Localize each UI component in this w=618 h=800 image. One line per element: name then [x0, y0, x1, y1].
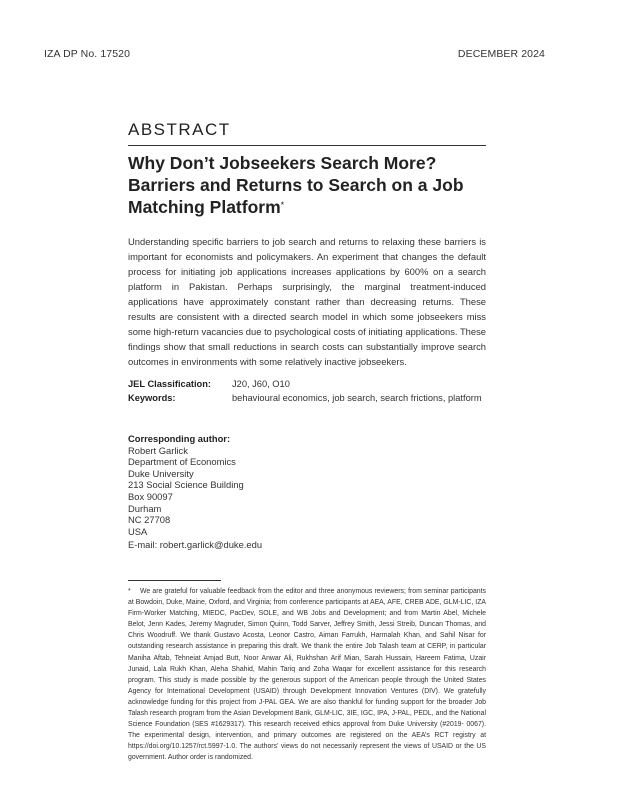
- title-footnote-marker: *: [280, 200, 285, 210]
- author-university: Duke University: [128, 467, 194, 479]
- abstract-text: Understanding specific barriers to job search and returns to relaxing these barriers is important for economists and policymakers. An experiment that changes the default process for initiating job applications increases applications by 600% on a search platform in Pakistan. Perhaps surprisingly, the marginal treatment-induced applications have approximately constant rather than decreasing returns. These results are consistent with a directed search model in which some jobseekers miss some high-return vacancies due to psychological costs of initiating applications. These findings show that small reductions in search costs can substantially improve search outcomes in environments with some relatively inactive jobseekers.: [128, 236, 486, 367]
- author-department: Department of Economics: [128, 456, 236, 468]
- jel-value: J20, J60, O10: [232, 379, 290, 389]
- jel-label: JEL Classification:: [128, 379, 212, 389]
- footnote-marker: *: [128, 588, 131, 595]
- author-email[interactable]: E-mail: robert.garlick@duke.edu: [128, 539, 263, 551]
- abstract-heading: ABSTRACT: [128, 120, 231, 139]
- acknowledgement-footnote: [128, 586, 486, 764]
- footnote-rule: [128, 580, 221, 581]
- paper-title-text: Why Don’t Jobseekers Search More? Barriers and Returns to Search on a Job Matching Platform: [128, 153, 464, 217]
- keywords-value: behavioural economics, job search, search frictions, platform: [232, 393, 482, 403]
- paper-title: [128, 152, 498, 218]
- keywords-label: Keywords:: [128, 393, 176, 403]
- author-box: Box 90097: [128, 490, 173, 502]
- corresponding-author: [128, 433, 262, 551]
- author-name: Robert Garlick: [128, 444, 188, 456]
- author-building: 213 Social Science Building: [128, 479, 244, 491]
- publication-date: DECEMBER 2024: [457, 48, 545, 60]
- author-postcode: NC 27708: [128, 514, 171, 526]
- author-country: USA: [128, 525, 148, 537]
- heading-rule: [128, 145, 486, 146]
- series-number: IZA DP No. 17520: [44, 48, 131, 60]
- footnote-text: We are grateful for valuable feedback from the editor and three anonymous reviewers; from seminar participants at Bowdoin, Duke, Maine, Oxford, and Virginia; from conference participants at AEA, AFE, CREB ADE, GLM-LIC, IZA Firm-Worker Matching, MIEDC, PacDev, SOLE, and WB Jobs and Development; and from Martin Abel, Michele Belot, Jenn Kades, Jeremy Magruder, Simon Quinn, Todd Sarver, Jeffrey Smith, Jessi Streib, Duncan Thomas, and Chris Woodruff. We thank Gustavo Acosta, Leonor Castro, Aiman Farrukh, Harmalah Khan, and Sahil Nisar for outstanding research assistance in preparing this draft. We thank the entire Job Talash team at CERP, in particular Maniha Aftab, Tehneiat Amjad Butt, Noor Anwar Ali, Rukhshan Arif Mian, Sarah Hussain, Hareem Fatima, Uzair Junaid, Lala Rukh Khan, Aleha Shahid, Mahin Tariq and Zoha Waqar for excellent assistance for this research program. This study is made possible by the generous support of the American people through the United States Agency for International Development (USAID) through Development Innovation Ventures (DIV). We gratefully acknowledge funding for this project from J-PAL GEA. We are also thankful for funding support for the broader Job Talash research program from the Asian Development Bank, GLM-LIC, 3IE, IGC, IPA, J-PAL, PEDL, and the National Science Foundation (SES #1629317). This research received ethics approval from Duke University (#2019- 0067). The experimental design, intervention, and primary outcomes are registered on the AEA’s RCT registry at https://doi.org/10.1257/rct.5997-1.0. The authors’ views do not necessarily represent the views of USAID or the US government. Author order is randomized.: [128, 588, 486, 762]
- author-city: Durham: [128, 502, 162, 514]
- corresponding-author-label: Corresponding author:: [128, 433, 231, 444]
